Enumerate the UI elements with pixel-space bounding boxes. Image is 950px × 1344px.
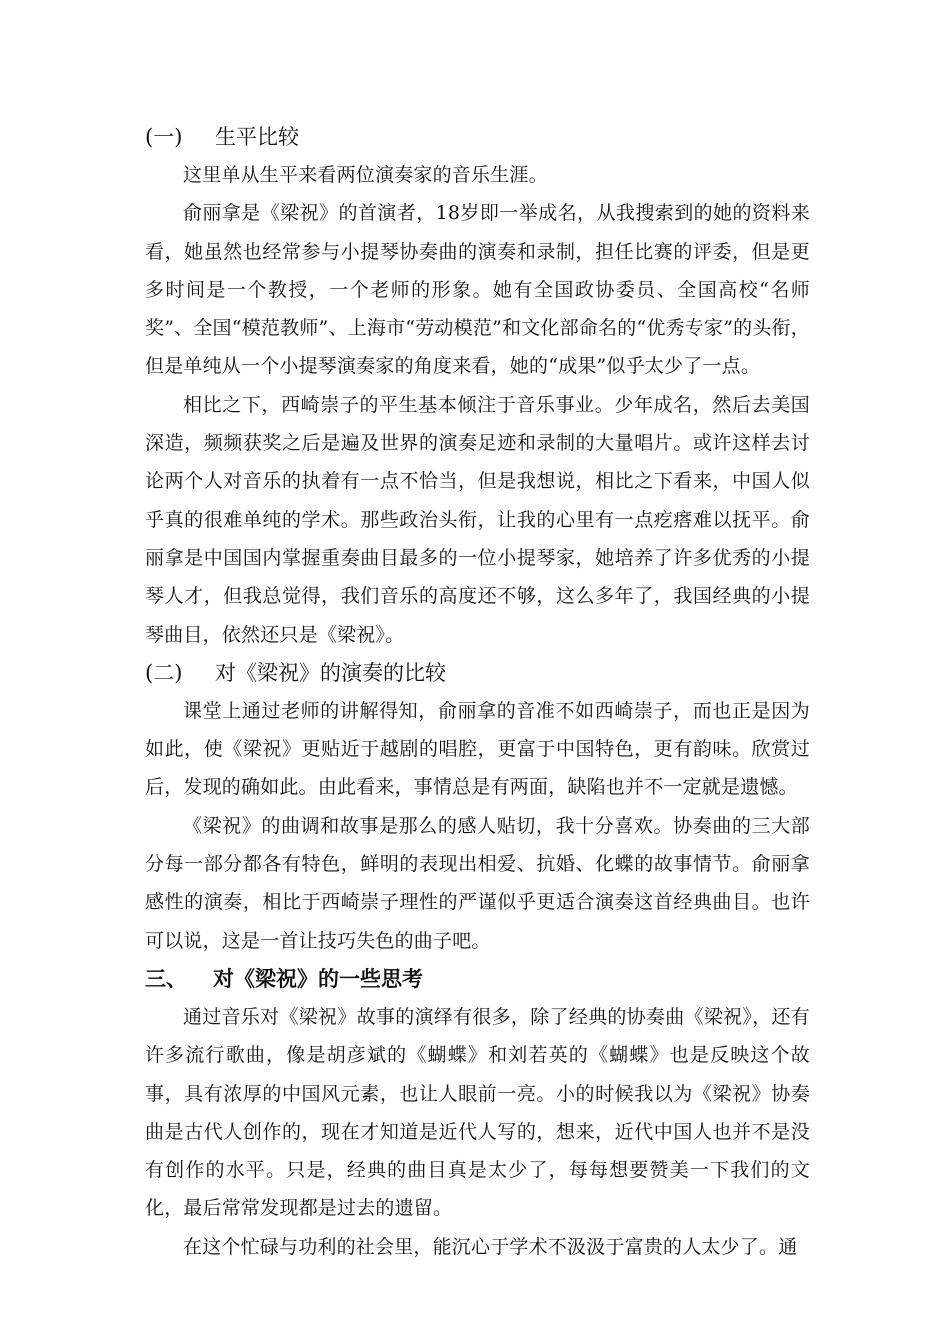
- section-title: 生平比较: [215, 125, 299, 149]
- major-section-heading: [145, 960, 810, 998]
- document-body: [145, 118, 810, 1266]
- section-number: (二): [145, 660, 183, 685]
- paragraph: 通过音乐对《梁祝》故事的演绎有很多，除了经典的协奏曲《梁祝》，还有许多流行歌曲，像是胡彦斌的《蝴蝶》和刘若英的《蝴蝶》也是反映这个故事，具有浓厚的中国风元素，也让人眼前一亮。小的时候我以为《梁祝》协奏曲是古代人创作的，现在才知道是近代人写的，想来，近代中国人也并不是没有创作的水平。只是，经典的曲目真是太少了，每每想要赞美一下我们的文化，最后常常发现都是过去的遗留。: [145, 1005, 810, 1220]
- section-heading-1: [145, 118, 810, 156]
- section-title: 对《梁祝》的演奏的比较: [215, 660, 446, 685]
- section-number: (一): [145, 125, 183, 149]
- paragraph: 课堂上通过老师的讲解得知，俞丽拿的音准不如西崎崇子，而也正是因为如此，使《梁祝》更贴近于越剧的唱腔，更富于中国特色，更有韵味。欣赏过后，发现的确如此。由此看来，事情总是有两面，缺陷也并不一定就是遗憾。: [145, 699, 810, 799]
- paragraph: 相比之下，西崎崇子的平生基本倾注于音乐事业。少年成名，然后去美国深造，频频获奖之后是遍及世界的演奏足迹和录制的大量唱片。或许这样去讨论两个人对音乐的执着有一点不恰当，但是我想说，相比之下看来，中国人似乎真的很难单纯的学术。那些政治头衔，让我的心里有一点疙瘩难以抚平。俞丽拿是中国国内掌握重奏曲目最多的一位小提琴家，她培养了许多优秀的小提琴人才，但我总觉得，我们音乐的高度还不够，这么多年了，我国经典的小提琴曲目，依然还只是《梁祝》。: [145, 393, 810, 646]
- paragraph: 《梁祝》的曲调和故事是那么的感人贴切，我十分喜欢。协奏曲的三大部分每一部分都各有特色，鲜明的表现出相爱、抗婚、化蝶的故事情节。俞丽拿感性的演奏，相比于西崎崇子理性的严谨似乎更适合演奏这首经典曲目。也许可以说，这是一首让技巧失色的曲子吧。: [145, 814, 810, 952]
- paragraph: 这里单从生平来看两位演奏家的音乐生涯。: [183, 164, 548, 186]
- section-heading-2: [145, 654, 810, 692]
- paragraph: 俞丽拿是《梁祝》的首演者，18岁即一举成名，从我搜索到的她的资料来看，她虽然也经常参与小提琴协奏曲的演奏和录制，担任比赛的评委，但是更多时间是一个教授，一个老师的形象。她有全国政协委员、全国高校“名师奖”、全国“模范教师”、上海市“劳动模范”和文化部命名的“优秀专家”的头衔，但是单纯从一个小提琴演奏家的角度来看，她的“成果”似乎太少了一点。: [145, 202, 810, 378]
- major-section-title: 对《梁祝》的一些思考: [213, 965, 423, 991]
- paragraph: 在这个忙碌与功利的社会里，能沉心于学术不汲汲于富贵的人太少了。通: [183, 1235, 798, 1258]
- major-section-number: 三、: [145, 965, 187, 991]
